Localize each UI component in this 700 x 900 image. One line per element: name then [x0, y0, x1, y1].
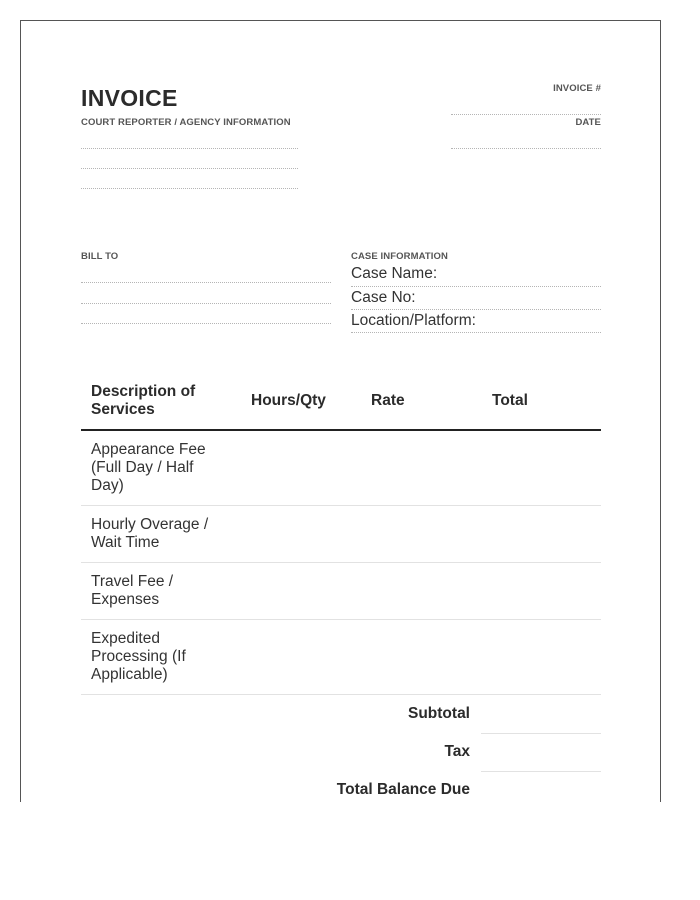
bill-to-line-1[interactable]: [81, 282, 331, 283]
column-header-description: Description of Services: [91, 383, 196, 418]
table-row-divider: [81, 619, 601, 620]
table-row-divider: [81, 505, 601, 506]
bill-to-line-3[interactable]: [81, 323, 331, 324]
agency-info-line-1[interactable]: [81, 148, 298, 149]
agency-info-line-3[interactable]: [81, 188, 298, 189]
subtotal-field[interactable]: [481, 733, 601, 734]
agency-info-line-2[interactable]: [81, 168, 298, 169]
invoice-title: INVOICE: [81, 85, 178, 111]
table-row-description: Hourly Overage / Wait Time: [91, 516, 209, 551]
invoice-number-label: INVOICE #: [553, 83, 601, 94]
tax-label: Tax: [444, 743, 470, 760]
case-info-label: CASE INFORMATION: [351, 251, 448, 262]
location-field[interactable]: [351, 332, 601, 333]
column-header-rate: Rate: [371, 392, 405, 409]
table-row-description: Expedited Processing (If Applicable): [91, 630, 186, 683]
bill-to-line-2[interactable]: [81, 303, 331, 304]
bill-to-label: BILL TO: [81, 251, 119, 262]
invoice-number-field[interactable]: [451, 114, 601, 115]
date-field[interactable]: [451, 148, 601, 149]
invoice-page: [20, 20, 661, 802]
location-label: Location/Platform:: [351, 312, 476, 329]
date-label: DATE: [575, 117, 601, 128]
table-row-description: Appearance Fee (Full Day / Half Day): [91, 441, 206, 494]
agency-info-label: COURT REPORTER / AGENCY INFORMATION: [81, 117, 291, 128]
column-header-hours-qty: Hours/Qty: [251, 392, 326, 409]
subtotal-label: Subtotal: [408, 705, 470, 722]
case-no-field[interactable]: [351, 309, 601, 310]
case-name-label: Case Name:: [351, 265, 438, 282]
table-row-divider: [81, 562, 601, 563]
case-no-label: Case No:: [351, 289, 416, 306]
table-row-description: Travel Fee / Expenses: [91, 573, 174, 608]
table-header-rule: [81, 429, 601, 431]
column-header-total: Total: [492, 392, 528, 409]
case-name-field[interactable]: [351, 286, 601, 287]
table-row-divider: [81, 694, 601, 695]
tax-field[interactable]: [481, 771, 601, 772]
total-balance-due-label: Total Balance Due: [336, 781, 470, 798]
